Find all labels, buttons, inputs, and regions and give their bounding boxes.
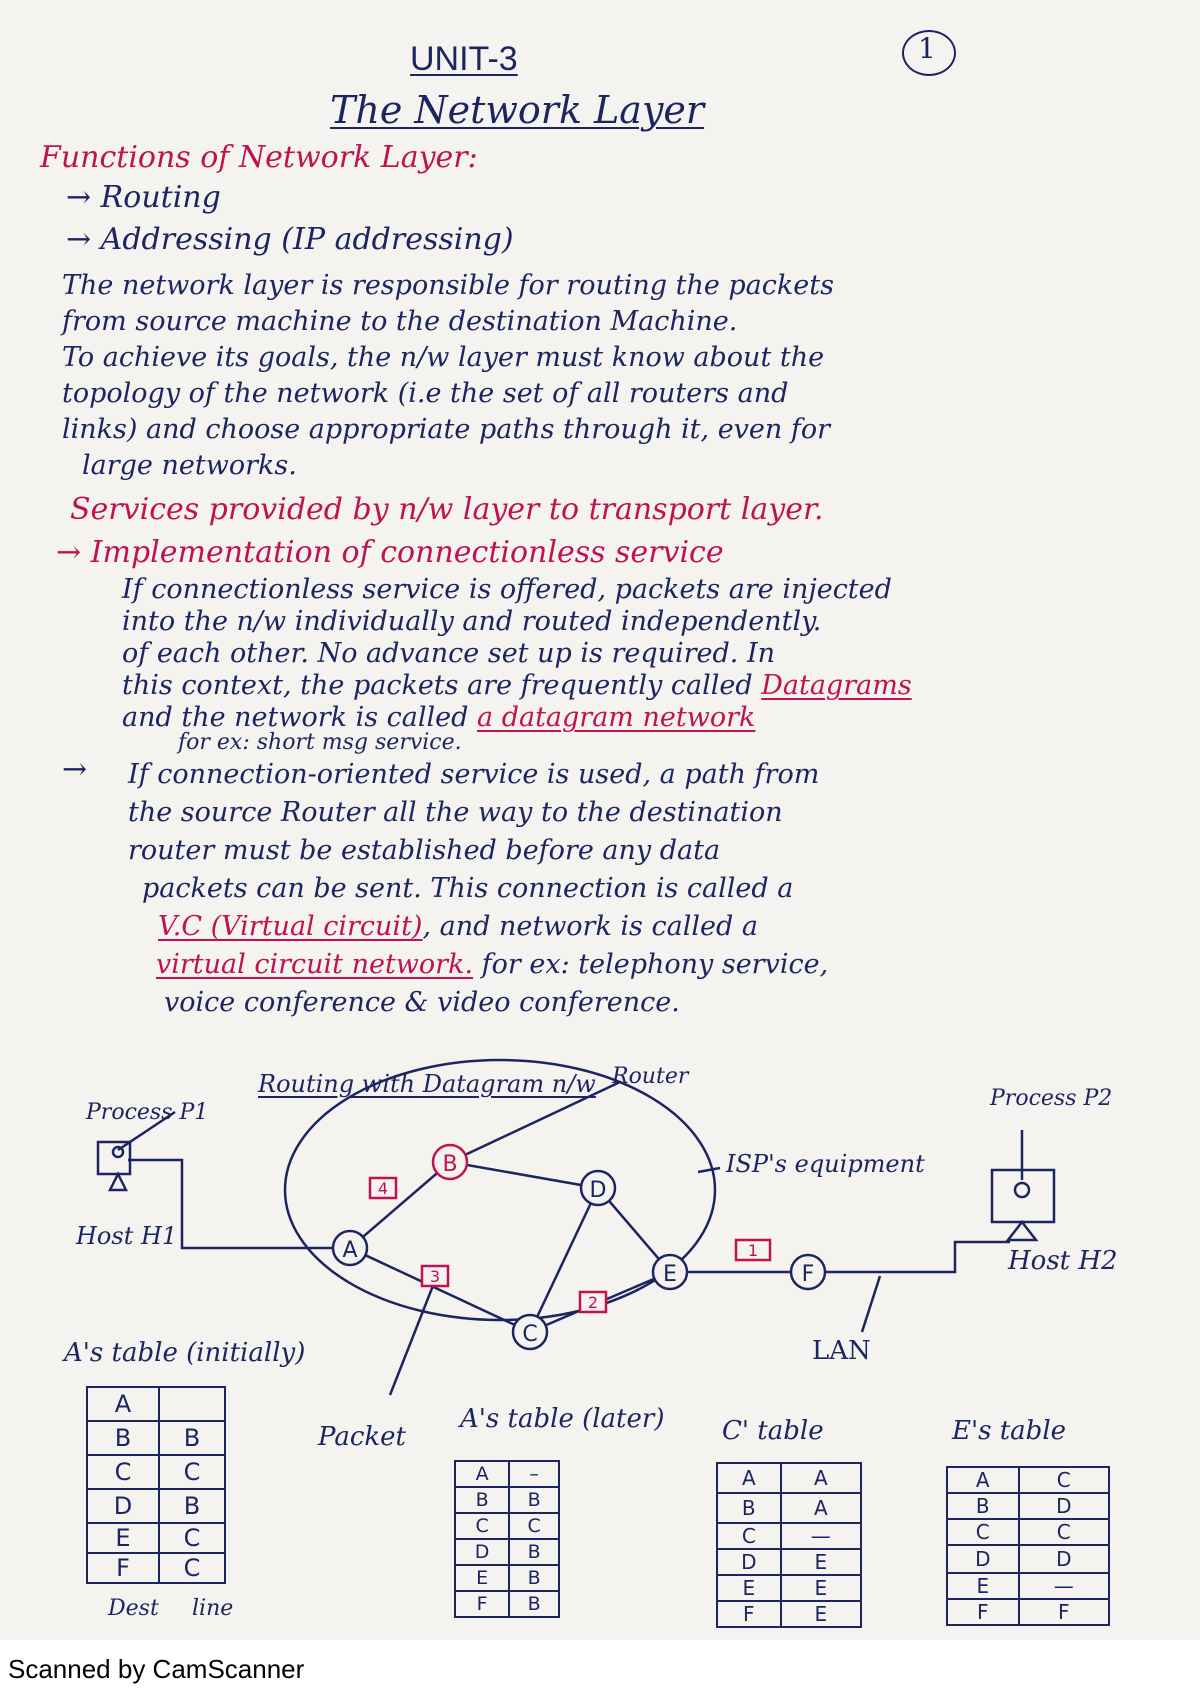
- process-p2-label: Process P2: [990, 1086, 1113, 1111]
- lan-label: LAN: [812, 1336, 871, 1366]
- page-number: 1: [918, 32, 936, 65]
- function-item-routing: → Routing: [66, 180, 221, 215]
- intro-line: links) and choose appropriate paths through it, even for: [62, 414, 831, 445]
- connection-oriented-paragraph: [128, 756, 828, 1022]
- table-cell: A: [781, 1493, 861, 1523]
- vc-term: V.C (Virtual circuit): [158, 911, 423, 942]
- packet-3: [422, 1266, 448, 1286]
- table-cell: —: [1019, 1573, 1109, 1599]
- isp-pointer: [698, 1168, 720, 1172]
- svg-text:E: E: [663, 1262, 677, 1287]
- table-row: [717, 1493, 861, 1523]
- table-row: [87, 1489, 225, 1523]
- table-cell: E: [781, 1601, 861, 1627]
- co-line: router must be established before any data: [128, 835, 721, 866]
- table-cell: C: [947, 1519, 1019, 1545]
- process-p2-icon: [1015, 1183, 1029, 1197]
- router-node-e: [653, 1255, 687, 1289]
- svg-text:2: 2: [587, 1293, 599, 1312]
- table-row: [87, 1553, 225, 1583]
- router-pointer: [450, 1082, 620, 1162]
- svg-text:D: D: [589, 1178, 607, 1203]
- table-cell: B: [509, 1539, 559, 1565]
- table-cell: E: [455, 1565, 509, 1591]
- table-row: [455, 1565, 559, 1591]
- table-cell: B: [509, 1565, 559, 1591]
- co-line: , and network is called a: [422, 911, 758, 942]
- router-node-a: [333, 1231, 367, 1265]
- table-cell: B: [159, 1489, 225, 1523]
- svg-text:C: C: [522, 1322, 538, 1347]
- router-node-c: [513, 1315, 547, 1349]
- connectionless-line: of each other. No advance set up is required. In: [122, 638, 776, 669]
- table-cell: B: [159, 1421, 225, 1455]
- table-cell: C: [159, 1455, 225, 1489]
- table-cell: C: [455, 1513, 509, 1539]
- connectionless-paragraph: [122, 574, 912, 734]
- table-cell: E: [87, 1523, 159, 1553]
- scanner-footer: [0, 1640, 1200, 1698]
- co-line: packets can be sent. This connection is called a: [142, 873, 794, 904]
- a-initial-table: [86, 1386, 226, 1584]
- table-cell: B: [509, 1487, 559, 1513]
- table-row: [947, 1545, 1109, 1573]
- connectionless-heading: → Implementation of connectionless service: [56, 535, 724, 570]
- table-cell: F: [1019, 1599, 1109, 1625]
- datagrams-term: Datagrams: [761, 670, 912, 701]
- table-row: [87, 1523, 225, 1553]
- host-h1-stand: [110, 1174, 126, 1190]
- connectionless-line: this context, the packets are frequently called: [122, 670, 753, 701]
- table-cell: D: [717, 1549, 781, 1575]
- table-cell: A: [717, 1463, 781, 1493]
- e-table-caption: E's table: [952, 1416, 1067, 1446]
- intro-line: from source machine to the destination Machine.: [62, 306, 738, 337]
- host-h1-label: Host H1: [76, 1222, 178, 1250]
- a-later-table: [454, 1460, 560, 1618]
- intro-line: The network layer is responsible for routing the packets: [62, 270, 834, 301]
- packet-label: Packet: [318, 1422, 406, 1452]
- datagram-network-term: a datagram network: [477, 702, 756, 733]
- table-row: [717, 1463, 861, 1493]
- functions-heading: Functions of Network Layer:: [40, 140, 478, 175]
- vc-network-term: virtual circuit network.: [156, 949, 474, 980]
- table-cell: F: [947, 1599, 1019, 1625]
- router-label: Router: [612, 1064, 689, 1089]
- table-cell: B: [717, 1493, 781, 1523]
- table-cell: B: [947, 1493, 1019, 1519]
- table-cell: B: [87, 1421, 159, 1455]
- table-row: [947, 1519, 1109, 1545]
- co-line: for ex: telephony service,: [481, 949, 829, 980]
- svg-text:1: 1: [747, 1241, 759, 1260]
- a-later-caption: A's table (later): [460, 1404, 665, 1434]
- table-cell: C: [1019, 1467, 1109, 1493]
- c-table-caption: C' table: [722, 1416, 824, 1446]
- co-line: If connection-oriented service is used, a path from: [128, 759, 820, 790]
- table-cell: E: [947, 1573, 1019, 1599]
- connectionless-line: If connectionless service is offered, packets are injected: [122, 574, 892, 605]
- process-p1-label: Process P1: [86, 1100, 209, 1125]
- table-cell: D: [87, 1489, 159, 1523]
- table-cell: C: [159, 1553, 225, 1583]
- table-cell: B: [509, 1591, 559, 1617]
- svg-text:A: A: [342, 1238, 358, 1263]
- table-row: [717, 1549, 861, 1575]
- table-row: [455, 1591, 559, 1617]
- table-cell: D: [455, 1539, 509, 1565]
- router-node-f: [791, 1255, 825, 1289]
- diagram-title: Routing with Datagram n/w: [258, 1070, 596, 1098]
- table-cell: B: [455, 1487, 509, 1513]
- svg-text:4: 4: [377, 1179, 389, 1198]
- packet-pointer: [390, 1278, 436, 1395]
- table-cell: F: [87, 1553, 159, 1583]
- host-h2-stand: [1008, 1222, 1036, 1240]
- table-cell: F: [717, 1601, 781, 1627]
- table-cell: C: [159, 1523, 225, 1553]
- connectionless-example: for ex: short msg service.: [178, 730, 462, 755]
- table-row: [455, 1487, 559, 1513]
- table-row: [717, 1575, 861, 1601]
- table-row: [947, 1599, 1109, 1625]
- host-h1-box: [98, 1142, 130, 1174]
- table-row: [455, 1513, 559, 1539]
- table-row: [717, 1601, 861, 1627]
- link-b-d: [450, 1162, 598, 1188]
- table-row: [717, 1523, 861, 1549]
- e-table: [946, 1466, 1110, 1626]
- table-cell: E: [717, 1575, 781, 1601]
- host-h2-label: Host H2: [1008, 1246, 1118, 1276]
- table-row: [947, 1573, 1109, 1599]
- co-line: the source Router all the way to the destination: [128, 797, 783, 828]
- packet-4: [370, 1178, 396, 1198]
- table-cell: C: [717, 1523, 781, 1549]
- table-row: [947, 1493, 1109, 1519]
- link-a-b: [350, 1162, 450, 1248]
- table-cell: A: [87, 1387, 159, 1421]
- h2-link: [808, 1242, 1010, 1272]
- line-label: line: [192, 1596, 234, 1621]
- co-line: voice conference & video conference.: [164, 987, 680, 1018]
- page-title: The Network Layer: [330, 88, 705, 132]
- table-cell: A: [947, 1467, 1019, 1493]
- table-cell: –: [509, 1461, 559, 1487]
- services-heading: Services provided by n/w layer to transport layer.: [70, 492, 824, 527]
- table-cell: E: [781, 1575, 861, 1601]
- a-initial-caption: A's table (initially): [64, 1338, 306, 1368]
- function-item-addressing: → Addressing (IP addressing): [66, 222, 514, 257]
- bullet-arrow: →: [62, 752, 88, 787]
- table-cell: F: [455, 1591, 509, 1617]
- table-cell: D: [1019, 1545, 1109, 1573]
- table-cell: [159, 1387, 225, 1421]
- table-row: [455, 1539, 559, 1565]
- table-cell: A: [455, 1461, 509, 1487]
- table-row: [455, 1461, 559, 1487]
- intro-line: topology of the network (i.e the set of all routers and: [62, 378, 789, 409]
- intro-line: To achieve its goals, the n/w layer must know about the: [62, 342, 825, 373]
- table-row: [87, 1421, 225, 1455]
- connectionless-line: and the network is called: [122, 702, 469, 733]
- packet-2: [580, 1292, 606, 1312]
- table-cell: A: [781, 1463, 861, 1493]
- intro-line: large networks.: [82, 450, 297, 481]
- svg-text:F: F: [801, 1262, 815, 1287]
- table-cell: C: [509, 1513, 559, 1539]
- scanner-watermark: Scanned by CamScanner: [8, 1654, 305, 1684]
- table-cell: C: [87, 1455, 159, 1489]
- svg-text:B: B: [442, 1152, 458, 1177]
- packet-1: [736, 1240, 770, 1260]
- table-cell: C: [1019, 1519, 1109, 1545]
- intro-paragraph: [62, 268, 834, 484]
- connectionless-line: into the n/w individually and routed independently.: [122, 606, 822, 637]
- table-row: [87, 1455, 225, 1489]
- table-cell: D: [947, 1545, 1019, 1573]
- dest-label: Dest: [108, 1596, 159, 1621]
- table-cell: D: [1019, 1493, 1109, 1519]
- unit-heading: UNIT-3: [410, 40, 518, 78]
- table-row: [87, 1387, 225, 1421]
- router-node-b: [433, 1145, 467, 1179]
- table-cell: E: [781, 1549, 861, 1575]
- c-table: [716, 1462, 862, 1628]
- isp-label: ISP's equipment: [726, 1150, 925, 1178]
- router-node-d: [581, 1171, 615, 1205]
- lan-pointer: [862, 1276, 880, 1332]
- table-cell: —: [781, 1523, 861, 1549]
- table-row: [947, 1467, 1109, 1493]
- link-a-c: [350, 1248, 530, 1332]
- svg-text:3: 3: [429, 1267, 441, 1286]
